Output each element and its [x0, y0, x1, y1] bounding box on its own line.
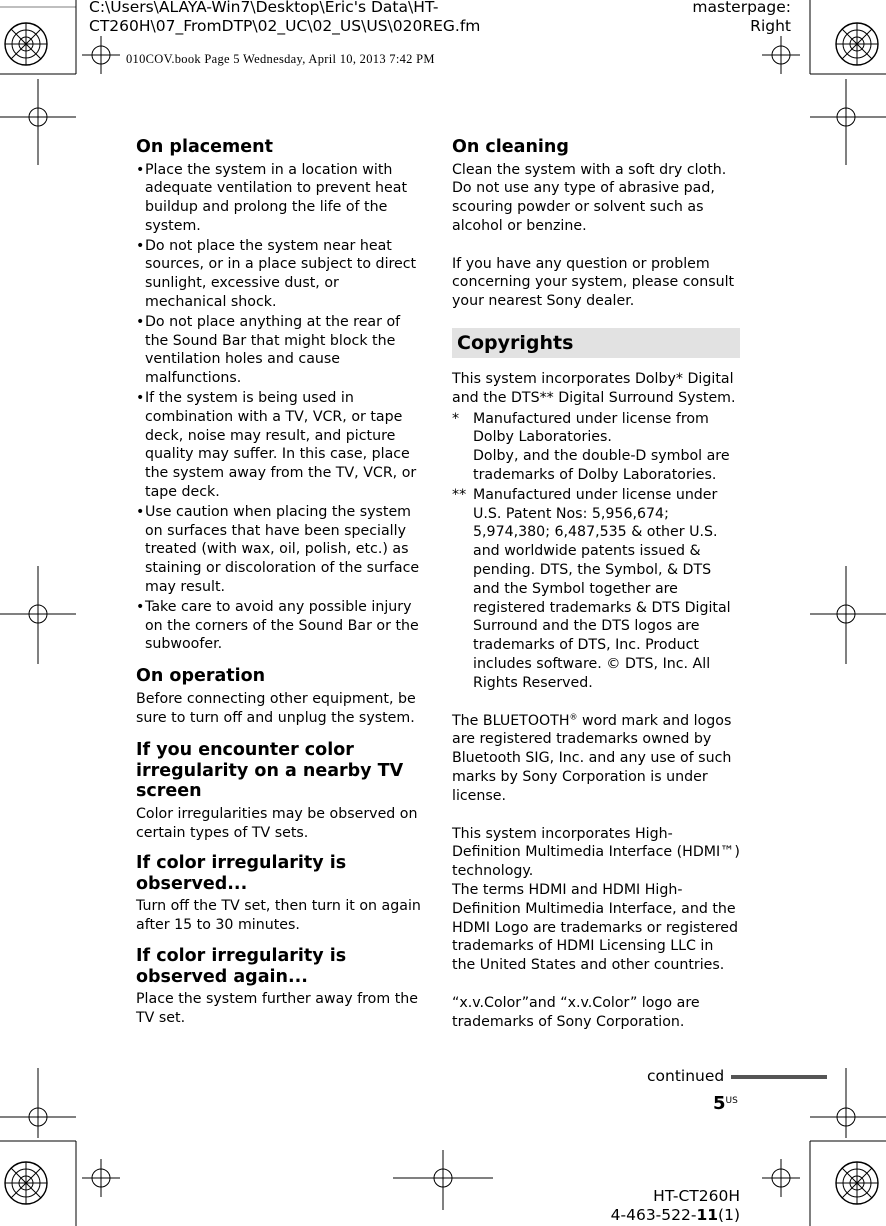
- file-path-line1: C:\Users\ALAYA-Win7\Desktop\Eric's Data\HT-: [89, 0, 439, 16]
- file-path: [89, 0, 480, 36]
- registration-mark-icon: [0, 1068, 76, 1138]
- continued-marker: [647, 1066, 724, 1085]
- placement-heading: On placement: [136, 137, 273, 157]
- color-wheel-icon: [5, 23, 47, 65]
- model-number: HT-CT260H: [653, 1187, 740, 1205]
- color-wheel-icon: [836, 1162, 878, 1204]
- hdmi-trademark: The terms HDMI and HDMI High-Definition Multimedia Interface, and the HDMI Logo are trademarks or registered trademarks of HDMI Licensing LLC in the United States and other countries.: [452, 882, 738, 974]
- copyrights-heading: Copyrights: [452, 328, 740, 358]
- registration-mark-icon: [810, 79, 886, 165]
- bluetooth-rest: word mark and logos are registered trademarks owned by Bluetooth SIG, Inc. and any use of such marks by Sony Corporation is under license.: [452, 712, 732, 804]
- color-irregularity-text: Color irregularities may be observed on certain types of TV sets.: [136, 805, 418, 841]
- page-number-suffix: US: [725, 1096, 738, 1106]
- book-info-line: 010COV.book Page 5 Wednesday, April 10, 2013 7:42 PM: [126, 52, 435, 66]
- registration-mark-icon: [762, 36, 800, 74]
- list-item: • If the system is being used in combination with a TV, VCR, or tape deck, noise may result, and picture quality may suffer. In this case, place the system away from the TV, VCR, or tape deck.: [136, 389, 422, 502]
- footnote-dts: [452, 486, 740, 693]
- bluetooth-text: [452, 712, 740, 806]
- registration-mark-icon: [0, 566, 76, 664]
- color-wheel-icon: [5, 1162, 47, 1204]
- dolby-dts-intro: This system incorporates Dolby* Digital and the DTS** Digital Surround System.: [452, 371, 736, 406]
- page-number-value: 5: [713, 1093, 726, 1114]
- bluetooth-word: The BLUETOOTH: [452, 712, 570, 729]
- model-info: [611, 1187, 740, 1225]
- observed-again-text: Place the system further away from the TV set.: [136, 991, 418, 1026]
- page-number: [713, 1093, 738, 1114]
- part-bold: 11: [696, 1206, 719, 1224]
- masterpage: [692, 0, 791, 36]
- cleaning-text: Clean the system with a soft dry cloth. Do not use any type of abrasive pad, scouring powder or solvent such as alcohol or benzine.: [452, 161, 727, 234]
- part-prefix: 4-463-522-: [610, 1206, 697, 1224]
- left-column: [136, 137, 422, 1028]
- placement-list: [136, 161, 422, 655]
- registration-mark-icon: [810, 566, 886, 664]
- continued-label: continued: [647, 1067, 725, 1085]
- list-item: • Place the system in a location with adequate ventilation to prevent heat buildup and prolong the life of the system.: [136, 161, 422, 236]
- footnote-dolby: [452, 410, 740, 485]
- part-suffix: (1): [718, 1206, 740, 1224]
- continued-bar: [731, 1075, 827, 1079]
- list-item: • Use caution when placing the system on surfaces that have been specially treated (with wax, oil, polish, etc.) as staining or discoloration of the surface may result.: [136, 503, 422, 597]
- registration-mark-icon: [0, 79, 76, 165]
- footnote-mark: **: [452, 486, 467, 503]
- question-text: If you have any question or problem concerning your system, please consult your nearest Sony dealer.: [452, 255, 735, 310]
- masterpage-label: masterpage:: [692, 0, 791, 16]
- registration-mark-icon: [393, 1150, 493, 1210]
- footnote-text: Manufactured under license under U.S. Patent Nos: 5,956,674; 5,974,380; 6,487,535 & other U.S. and worldwide patents issued & pending. DTS, the Symbol, & DTS and the Symbol together are registered trademarks & DTS Digital Surround and the DTS logos are trademarks of DTS, Inc. Product includes software. © DTS, Inc. All Rights Reserved.: [473, 486, 731, 691]
- footnote-mark: *: [452, 410, 460, 427]
- masterpage-value: Right: [750, 17, 791, 35]
- cleaning-heading: On cleaning: [452, 137, 569, 157]
- registration-mark-icon: [762, 1159, 800, 1197]
- observed-text: Turn off the TV set, then turn it on again after 15 to 30 minutes.: [136, 898, 421, 934]
- registration-mark-icon: [82, 1159, 120, 1197]
- registered-mark: ®: [569, 711, 578, 721]
- operation-heading: On operation: [136, 666, 266, 687]
- part-number: [611, 1206, 740, 1225]
- color-wheel-icon: [836, 23, 878, 65]
- list-item: • Do not place anything at the rear of the Sound Bar that might block the ventilation holes and cause malfunctions.: [136, 313, 422, 388]
- operation-text: Before connecting other equipment, be sure to turn off and unplug the system.: [136, 690, 416, 726]
- hdmi-intro: This system incorporates High-Definition Multimedia Interface (HDMI™) technology.: [452, 825, 740, 880]
- registration-mark-icon: [82, 36, 120, 74]
- observed-heading: If color irregularity is observed...: [136, 853, 347, 894]
- right-column: [452, 137, 740, 1032]
- xvcolor-text: “x.v.Color”and “x.v.Color” logo are trademarks of Sony Corporation.: [452, 994, 700, 1030]
- list-item: • Take care to avoid any possible injury on the corners of the Sound Bar or the subwoofer.: [136, 598, 422, 654]
- observed-again-heading: If color irregularity is observed again...: [136, 946, 347, 987]
- color-irregularity-heading: If you encounter color irregularity on a nearby TV screen: [136, 740, 404, 802]
- footnote-text: Manufactured under license from Dolby Laboratories.: [473, 410, 709, 446]
- file-path-line2: CT260H\07_FromDTP\02_UC\02_US\US\020REG.fm: [89, 17, 481, 35]
- list-item: • Do not place the system near heat sources, or in a place subject to direct sunlight, excessive dust, or mechanical shock.: [136, 237, 422, 312]
- footnote-text: Dolby, and the double-D symbol are trademarks of Dolby Laboratories.: [473, 448, 730, 484]
